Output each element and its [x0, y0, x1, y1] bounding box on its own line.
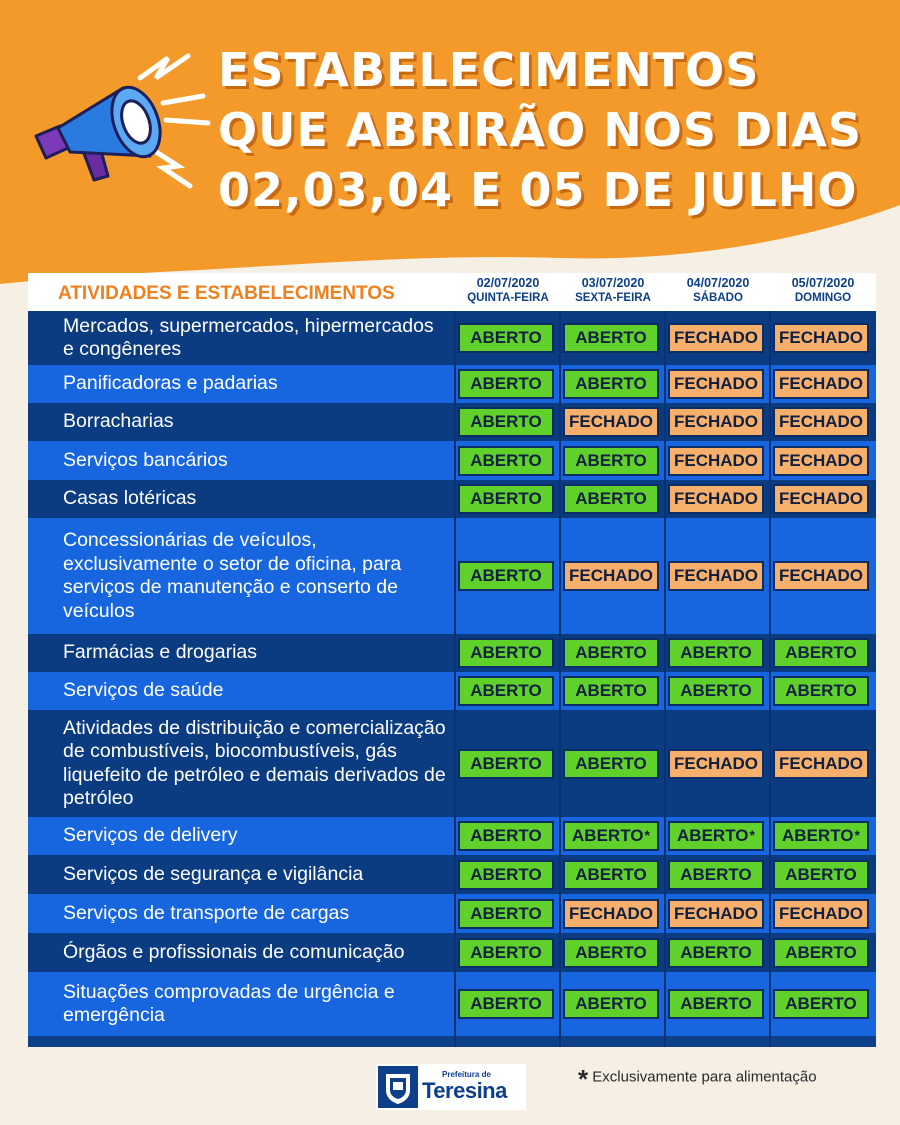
prefeitura-logo	[376, 1064, 526, 1110]
status-badge-closed: FECHADO	[773, 369, 869, 399]
table-row	[28, 817, 876, 855]
status-badge-open: ABERTO	[563, 989, 659, 1019]
status-badge-closed: FECHADO	[668, 446, 764, 476]
footnote-marker: *	[749, 827, 755, 843]
column-divider	[454, 311, 456, 1047]
day-header-3	[667, 276, 769, 306]
status-badge-open: ABERTO	[458, 369, 554, 399]
table-row	[28, 365, 876, 403]
status-badge-closed: FECHADO	[668, 323, 764, 353]
activity-label: Serviços de delivery	[28, 817, 454, 855]
status-badge-open: ABERTO	[458, 899, 554, 929]
status-badge-closed: FECHADO	[563, 407, 659, 437]
status-badge-closed: FECHADO	[668, 561, 764, 591]
activity-label: Órgãos e profissionais de comunicação	[28, 933, 454, 972]
status-badge-open: ABERTO	[458, 938, 554, 968]
activity-label: Mercados, supermercados, hipermercados e congêneres	[28, 311, 454, 365]
page-title	[218, 40, 898, 220]
status-badge-open: ABERTO	[563, 860, 659, 890]
status-badge-closed: FECHADO	[773, 484, 869, 514]
status-badge-open: ABERTO	[563, 749, 659, 779]
status-badge-closed: FECHADO	[668, 484, 764, 514]
title-line-3: 02,03,04 E 05 DE JULHO	[218, 163, 858, 217]
activity-label: Serviços bancários	[28, 441, 454, 480]
footnote-text: Exclusivamente para alimentação	[592, 1068, 817, 1086]
column-divider	[559, 311, 561, 1047]
status-badge-closed: FECHADO	[773, 407, 869, 437]
status-badge-open: ABERTO	[668, 676, 764, 706]
status-badge-open: ABERTO	[773, 860, 869, 890]
status-badge-closed: FECHADO	[668, 369, 764, 399]
status-badge-open: ABERTO	[458, 860, 554, 890]
day-date: 04/07/2020	[686, 276, 750, 290]
status-badge-open: ABERTO	[668, 638, 764, 668]
status-badge-open: ABERTO	[773, 676, 869, 706]
table-row	[28, 894, 876, 933]
day-weekday: SÁBADO	[693, 292, 743, 304]
status-badge-open: ABERTO	[458, 989, 554, 1019]
title-line-2: QUE ABRIRÃO NOS DIAS	[218, 103, 863, 157]
table-row	[28, 441, 876, 480]
activity-label: Serviços de saúde	[28, 672, 454, 710]
megaphone-icon	[28, 48, 218, 198]
status-badge-open: ABERTO	[458, 676, 554, 706]
activity-label: Panificadoras e padarias	[28, 365, 454, 403]
status-badge-open: ABERTO *	[668, 821, 764, 851]
logo-subtitle: Prefeitura de	[442, 1070, 491, 1079]
status-badge-open: ABERTO *	[773, 821, 869, 851]
status-badge-open: ABERTO	[563, 323, 659, 353]
column-divider	[769, 311, 771, 1047]
status-badge-closed: FECHADO	[773, 899, 869, 929]
status-badge-closed: FECHADO	[668, 407, 764, 437]
status-badge-open: ABERTO	[773, 989, 869, 1019]
status-badge-open: ABERTO	[668, 938, 764, 968]
city-crest-icon	[378, 1066, 418, 1108]
status-badge-closed: FECHADO	[563, 561, 659, 591]
footnote	[578, 1062, 817, 1093]
day-weekday: DOMINGO	[794, 292, 852, 304]
activity-label: Serviços de segurança e vigilância	[28, 855, 454, 894]
table-row	[28, 311, 876, 365]
table-row	[28, 933, 876, 972]
activity-label: Borracharias	[28, 403, 454, 441]
status-badge-open: ABERTO	[458, 638, 554, 668]
table-row	[28, 518, 876, 634]
status-badge-open: ABERTO	[458, 446, 554, 476]
table-row	[28, 972, 876, 1036]
activity-column-header: ATIVIDADES E ESTABELECIMENTOS	[58, 283, 395, 304]
status-badge-closed: FECHADO	[563, 899, 659, 929]
status-badge-closed: FECHADO	[773, 561, 869, 591]
table-row	[28, 480, 876, 518]
table-row	[28, 672, 876, 710]
status-badge-open: ABERTO	[563, 484, 659, 514]
status-badge-open: ABERTO	[458, 561, 554, 591]
status-badge-open: ABERTO	[458, 749, 554, 779]
schedule-table	[28, 273, 876, 1047]
activity-label: Casas lotéricas	[28, 480, 454, 518]
footnote-marker: *	[644, 827, 650, 843]
day-weekday: SEXTA-FEIRA	[575, 292, 651, 304]
status-badge-open: ABERTO	[773, 638, 869, 668]
status-badge-open: ABERTO	[458, 821, 554, 851]
status-badge-open: ABERTO	[563, 638, 659, 668]
day-header-4	[772, 276, 874, 306]
status-badge-closed: FECHADO	[773, 446, 869, 476]
day-date: 03/07/2020	[581, 276, 645, 290]
day-date: 02/07/2020	[476, 276, 540, 290]
status-badge-open: ABERTO *	[563, 821, 659, 851]
status-badge-open: ABERTO	[668, 860, 764, 890]
status-badge-open: ABERTO	[563, 369, 659, 399]
day-weekday: QUINTA-FEIRA	[467, 292, 549, 304]
day-header-1	[457, 276, 559, 306]
status-badge-closed: FECHADO	[668, 749, 764, 779]
status-badge-open: ABERTO	[563, 676, 659, 706]
status-badge-open: ABERTO	[563, 938, 659, 968]
table-row	[28, 634, 876, 672]
day-date: 05/07/2020	[791, 276, 855, 290]
table-header	[28, 273, 876, 311]
activity-label: Concessionárias de veículos, exclusivamente o setor de oficina, para serviços de manutenção e conserto de veículos	[28, 518, 454, 634]
footnote-marker: *	[854, 827, 860, 843]
status-badge-closed: FECHADO	[773, 323, 869, 353]
logo-name: Teresina	[422, 1078, 507, 1103]
activity-label: Farmácias e drogarias	[28, 634, 454, 672]
table-row	[28, 403, 876, 441]
status-badge-closed: FECHADO	[668, 899, 764, 929]
column-divider	[664, 311, 666, 1047]
table-row	[28, 710, 876, 817]
status-badge-open: ABERTO	[773, 938, 869, 968]
status-badge-open: ABERTO	[668, 989, 764, 1019]
footnote-star: *	[578, 1064, 589, 1094]
activity-label: Serviços de transporte de cargas	[28, 894, 454, 933]
activity-label: Atividades de distribuição e comercialização de combustíveis, biocombustíveis, gás liquefeito de petróleo e demais derivados de petróleo	[28, 710, 454, 817]
table-row	[28, 855, 876, 894]
status-badge-closed: FECHADO	[773, 749, 869, 779]
status-badge-open: ABERTO	[458, 484, 554, 514]
status-badge-open: ABERTO	[563, 446, 659, 476]
status-badge-open: ABERTO	[458, 407, 554, 437]
activity-label: Situações comprovadas de urgência e emergência	[28, 972, 454, 1036]
status-badge-open: ABERTO	[458, 323, 554, 353]
day-header-2	[562, 276, 664, 306]
title-line-1: ESTABELECIMENTOS	[218, 43, 760, 97]
